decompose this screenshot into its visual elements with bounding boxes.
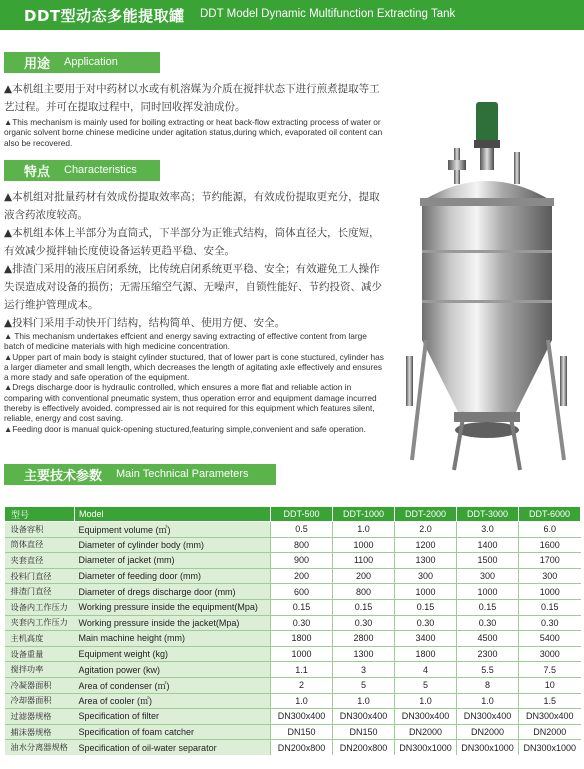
param-value: 1000 xyxy=(333,537,395,553)
table-row xyxy=(5,662,581,678)
extracting-tank-illustration xyxy=(404,100,570,480)
param-label-cn: 夹套直径 xyxy=(5,553,75,569)
section-header-application xyxy=(4,52,160,73)
param-value: 2.0 xyxy=(395,522,457,538)
parameters-table xyxy=(4,506,581,755)
param-value: 1000 xyxy=(519,584,581,600)
param-value: 200 xyxy=(271,568,333,584)
param-label-cn: 投料门直径 xyxy=(5,568,75,584)
param-value: 1400 xyxy=(457,537,519,553)
table-row xyxy=(5,709,581,725)
characteristics-list-cn xyxy=(4,188,388,332)
param-value: DN300x1000 xyxy=(395,740,457,756)
param-value: 1000 xyxy=(271,646,333,662)
table-row xyxy=(5,537,581,553)
param-value: 1.1 xyxy=(271,662,333,678)
column-header-ddt-500: DDT-500 xyxy=(271,507,333,522)
param-label-cn: 搅拌功率 xyxy=(5,662,75,678)
application-text-cn: ▲本机组主要用于对中药材以水或有机溶媒为介质在搅拌状态下进行煎煮提取等工艺过程。并可在提取过程中，同时回收挥发油成份。 xyxy=(4,83,380,113)
param-value: 0.15 xyxy=(457,599,519,615)
param-value: DN300x400 xyxy=(333,709,395,725)
param-value: 10 xyxy=(519,677,581,693)
param-label-en: Agitation power (kw) xyxy=(75,662,271,678)
characteristic-item: ▲本机组本体上半部分为直筒式，下半部分为正锥式结构，筒体直径大，长度短，有效减少搅拌轴长度使设备运转更趋平稳、安全。 xyxy=(4,227,380,257)
characteristic-item: ▲本机组对批量药材有效成份提取效率高；节约能源，有效成份提取更充分，提取液含药浓度较高。 xyxy=(4,191,380,221)
param-label-cn: 筒体直径 xyxy=(5,537,75,553)
param-value: 4500 xyxy=(457,631,519,647)
section-header-parameters xyxy=(4,464,276,485)
param-value: DN2000 xyxy=(519,724,581,740)
param-value: 200 xyxy=(333,568,395,584)
table-row xyxy=(5,631,581,647)
column-header-model: Model xyxy=(75,507,271,522)
param-label-cn: 设备内工作压力 xyxy=(5,599,75,615)
table-header-row xyxy=(5,507,581,522)
column-header-ddt-2000: DDT-2000 xyxy=(395,507,457,522)
param-value: DN300x400 xyxy=(395,709,457,725)
param-label-cn: 捕沫器规格 xyxy=(5,724,75,740)
param-label-en: Diameter of jacket (mm) xyxy=(75,553,271,569)
param-value: 0.30 xyxy=(457,615,519,631)
section-heading-en: Main Technical Parameters xyxy=(116,468,249,480)
param-value: 300 xyxy=(395,568,457,584)
section-heading-cn: 特点 xyxy=(24,165,51,180)
param-value: 1300 xyxy=(395,553,457,569)
param-value: 300 xyxy=(457,568,519,584)
table-row xyxy=(5,724,581,740)
param-value: DN300x1000 xyxy=(457,740,519,756)
param-value: DN300x1000 xyxy=(519,740,581,756)
param-value: DN2000 xyxy=(395,724,457,740)
param-value: 1600 xyxy=(519,537,581,553)
param-label-en: Area of cooler (㎡) xyxy=(75,693,271,709)
param-value: 1800 xyxy=(395,646,457,662)
table-row xyxy=(5,615,581,631)
param-value: DN150 xyxy=(333,724,395,740)
param-value: 0.5 xyxy=(271,522,333,538)
param-value: DN300x400 xyxy=(519,709,581,725)
param-value: 3400 xyxy=(395,631,457,647)
table-row xyxy=(5,553,581,569)
param-label-cn: 主机高度 xyxy=(5,631,75,647)
motor-icon xyxy=(476,102,498,142)
param-value: DN150 xyxy=(271,724,333,740)
table-row xyxy=(5,599,581,615)
column-header-type: 型号 xyxy=(5,507,75,522)
param-label-en: Working pressure inside the equipment(Mpa) xyxy=(75,599,271,615)
param-label-en: Main machine height (mm) xyxy=(75,631,271,647)
section-header-characteristics xyxy=(4,160,160,181)
param-label-en: Equipment volume (㎥) xyxy=(75,522,271,538)
param-value: 1000 xyxy=(457,584,519,600)
table-row xyxy=(5,677,581,693)
param-label-en: Diameter of feeding door (mm) xyxy=(75,568,271,584)
param-value: 900 xyxy=(271,553,333,569)
param-value: DN300x400 xyxy=(457,709,519,725)
param-value: 1200 xyxy=(395,537,457,553)
param-value: 1.0 xyxy=(333,522,395,538)
param-label-cn: 设备重量 xyxy=(5,646,75,662)
param-value: 800 xyxy=(333,584,395,600)
param-value: 3000 xyxy=(519,646,581,662)
param-value: 1500 xyxy=(457,553,519,569)
param-value: 2300 xyxy=(457,646,519,662)
table-row xyxy=(5,522,581,538)
param-value: 0.15 xyxy=(333,599,395,615)
param-value: 0.15 xyxy=(519,599,581,615)
section-heading-en: Characteristics xyxy=(64,164,137,176)
param-value: 1300 xyxy=(333,646,395,662)
param-value: 1.5 xyxy=(519,693,581,709)
title-cn: DDT型动态多能提取罐 xyxy=(24,7,185,25)
param-value: 0.30 xyxy=(333,615,395,631)
param-value: 2800 xyxy=(333,631,395,647)
param-label-en: Equipment weight (kg) xyxy=(75,646,271,662)
param-value: 1.0 xyxy=(333,693,395,709)
param-label-cn: 设备容积 xyxy=(5,522,75,538)
param-label-cn: 冷凝器面积 xyxy=(5,677,75,693)
application-text-en: ▲This mechanism is mainly used for boiling extracting or heat back-flow extracting process of water or organic solvent borne chinese medicine under agitation status,during which, evaporated oil content can also be recovered. xyxy=(4,117,383,148)
param-label-cn: 排渣门直径 xyxy=(5,584,75,600)
param-value: 300 xyxy=(519,568,581,584)
param-value: 1800 xyxy=(271,631,333,647)
section-heading-cn: 用途 xyxy=(24,57,51,72)
param-label-en: Specification of filter xyxy=(75,709,271,725)
param-label-cn: 夹套内工作压力 xyxy=(5,615,75,631)
table-row xyxy=(5,568,581,584)
table-row xyxy=(5,646,581,662)
title-en: DDT Model Dynamic Multifunction Extracting Tank xyxy=(200,8,456,20)
param-value: 800 xyxy=(271,537,333,553)
param-value: 1.0 xyxy=(271,693,333,709)
param-value: 0.30 xyxy=(271,615,333,631)
param-value: 7.5 xyxy=(519,662,581,678)
param-value: 1.0 xyxy=(395,693,457,709)
param-value: 5400 xyxy=(519,631,581,647)
param-label-en: Specification of oil-water separator xyxy=(75,740,271,756)
param-label-cn: 冷却器面积 xyxy=(5,693,75,709)
param-value: 3 xyxy=(333,662,395,678)
param-value: 0.30 xyxy=(395,615,457,631)
param-value: DN200x800 xyxy=(333,740,395,756)
param-value: 1100 xyxy=(333,553,395,569)
param-value: 5 xyxy=(333,677,395,693)
param-value: 1.0 xyxy=(457,693,519,709)
param-label-en: Working pressure inside the jacket(Mpa) xyxy=(75,615,271,631)
param-value: 8 xyxy=(457,677,519,693)
param-value: 2 xyxy=(271,677,333,693)
column-header-ddt-1000: DDT-1000 xyxy=(333,507,395,522)
param-value: 0.15 xyxy=(271,599,333,615)
param-value: 3.0 xyxy=(457,522,519,538)
characteristic-item: ▲排渣门采用的液压启闭系统，比传统启闭系统更平稳、安全；有效避免工人操作失误造成对设备的损伤；无需压缩空气源、无噪声，自锁性能好、节约投资、减少运行维护管理成本。 xyxy=(4,263,382,311)
characteristics-text-en: ▲ This mechanism undertakes effcient and energy saving extracting of effective content from large batch of medicine materials with high medicine concentration. ▲Upper part of main body is staight cylinder stuctured, that of lower part is cone stuctured, cylinder has a larger diameter and small length, which decreases the length of agitating axle effectively and ensures a more stady and safe operation of the equipment. ▲Dregs discharge door is hydraulic controlled, which ensures a more flat and reliable action in comparing with conventional pneumatic system, thus operation error and equipment damage incurred thereby is effectively avoided. compressed air is not required for this equipment which features silent, reliable, energy and cost saving. ▲Feeding door is manual quick-opening stuctured,featuring simple,convenient and safe operation. xyxy=(4,331,384,434)
param-label-en: Diameter of cylinder body (mm) xyxy=(75,537,271,553)
param-value: 1000 xyxy=(395,584,457,600)
characteristic-item: ▲投料门采用手动快开门结构，结构简单、使用方便、安全。 xyxy=(4,317,286,329)
table-row xyxy=(5,584,581,600)
table-row xyxy=(5,693,581,709)
column-header-ddt-6000: DDT-6000 xyxy=(519,507,581,522)
param-value: 1700 xyxy=(519,553,581,569)
table-body xyxy=(5,522,581,756)
column-header-ddt-3000: DDT-3000 xyxy=(457,507,519,522)
param-label-cn: 油水分离器规格 xyxy=(5,740,75,756)
param-label-en: Area of condenser (㎡) xyxy=(75,677,271,693)
table-row xyxy=(5,740,581,756)
param-value: DN2000 xyxy=(457,724,519,740)
title-bar xyxy=(0,0,584,30)
param-value: 4 xyxy=(395,662,457,678)
section-heading-cn: 主要技术参数 xyxy=(24,469,103,484)
param-value: 600 xyxy=(271,584,333,600)
param-value: 5 xyxy=(395,677,457,693)
param-value: 6.0 xyxy=(519,522,581,538)
param-value: 0.15 xyxy=(395,599,457,615)
param-label-en: Diameter of dregs discharge door (mm) xyxy=(75,584,271,600)
section-heading-en: Application xyxy=(64,56,118,68)
param-value: 5.5 xyxy=(457,662,519,678)
param-label-cn: 过滤器规格 xyxy=(5,709,75,725)
param-label-en: Specification of foam catcher xyxy=(75,724,271,740)
param-value: 0.30 xyxy=(519,615,581,631)
param-value: DN200x800 xyxy=(271,740,333,756)
param-value: DN300x400 xyxy=(271,709,333,725)
